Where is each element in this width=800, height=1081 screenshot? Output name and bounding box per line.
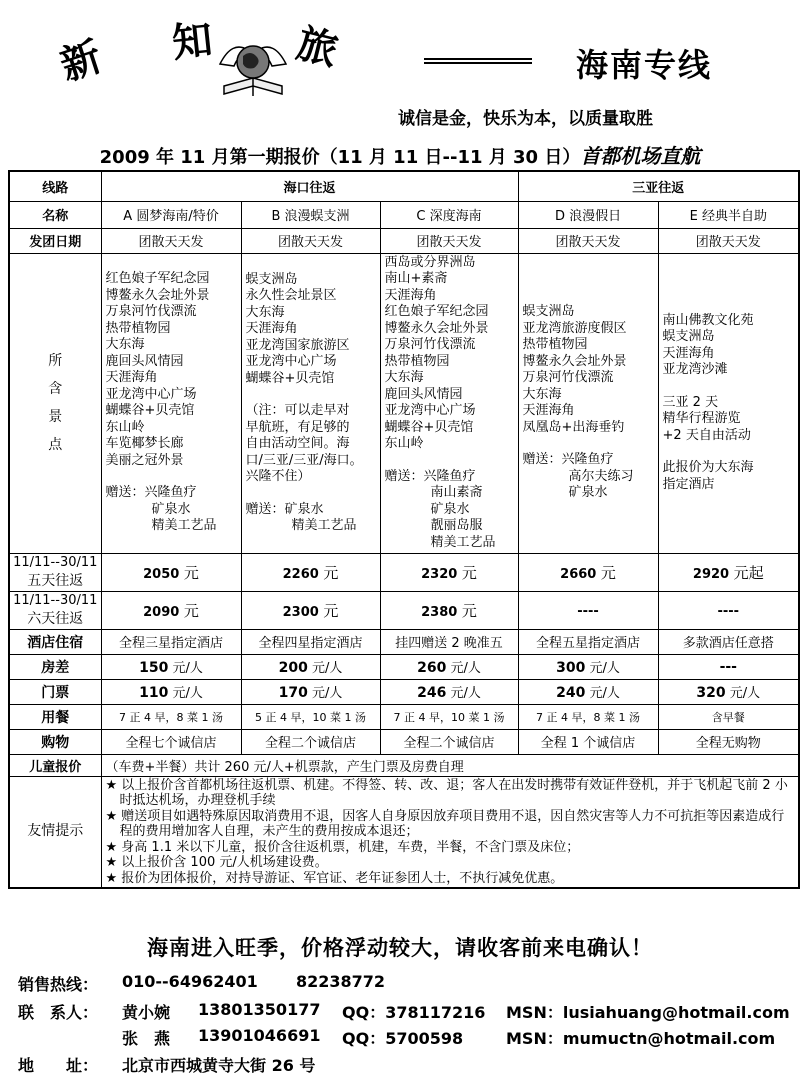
list-line: +2 天自由活动 (662, 427, 751, 443)
list-line: 南山佛教文化苑 (662, 312, 754, 328)
sights-list-d (518, 253, 658, 553)
price-6day-row (9, 591, 799, 629)
hotline-label: 销售热线： (18, 975, 99, 994)
sights-list-a (101, 253, 241, 553)
price-6day: ---- (518, 591, 658, 629)
gift-line: 高尔夫练习 (568, 468, 634, 484)
contact-msn: MSN：mumuctn@hotmail.com (506, 1029, 776, 1048)
sight-list (106, 271, 237, 469)
list-line: 天涯海角 (384, 287, 437, 303)
list-line: 鹿回头风情园 (105, 353, 184, 369)
list-line: 此报价为大东海 (662, 460, 754, 476)
contact-phone: 13901046691 (198, 1026, 321, 1045)
price-6day: 2380 元 (380, 591, 518, 629)
sights-label-char: 所 (48, 353, 63, 369)
hotline-number: 010--64962401 (122, 972, 258, 991)
list-line: 美丽之冠外景 (105, 452, 184, 468)
list-line: 亚龙湾国家旅游区 (245, 337, 350, 353)
tip-item: ★ 以上报价含 100 元/人机场建设费。 (105, 855, 328, 870)
ticket-value: 170 元/人 (241, 679, 380, 704)
tip-item: ★ 报价为团体报价，对持导游证、军官证、老年证参团人士，不执行减免优惠。 (105, 870, 564, 886)
list-line: 红色娘子军纪念园 (105, 271, 210, 287)
tip-item: ★ 身高 1.1 米以下儿童，报价含往返机票，机建，车费，半餐，不含门票及床位； (105, 839, 580, 855)
contact-qq: QQ：378117216 (342, 1003, 486, 1022)
meal-value: 7 正 4 早，8 菜 1 汤 (518, 704, 658, 729)
extra-list (663, 395, 795, 445)
departure-date: 团散天天发 (658, 228, 799, 253)
ticket-value: 246 元/人 (380, 679, 518, 704)
price-5day: 2260 元 (241, 553, 380, 591)
address-value: 北京市西城黄寺大街 26 号 (122, 1056, 316, 1075)
list-line: 大东海 (105, 337, 145, 353)
meal-label: 用餐 (9, 704, 101, 729)
product-name: B 浪漫蜈支洲 (241, 201, 380, 228)
child-price-row (9, 754, 799, 776)
name-label: 名称 (9, 201, 101, 228)
list-line: 自由活动空间。海 (245, 436, 350, 451)
list-line: 红色娘子军纪念园 (384, 304, 489, 320)
price-5day: 2920 元起 (658, 553, 799, 591)
brand-char-3: 旅 (292, 19, 343, 76)
brand-logo (40, 8, 400, 108)
price-6day-label: 11/11--30/11 六天往返 (9, 591, 101, 629)
list-line: 蜈支洲岛 (245, 271, 298, 287)
price-5day: 2320 元 (380, 553, 518, 591)
gift-line: 赠送：矿泉水 (245, 501, 324, 517)
note-list (246, 403, 376, 486)
tips-label: 友情提示 (9, 776, 101, 888)
ticket-value: 110 元/人 (101, 679, 241, 704)
sights-label-char: 含 (48, 381, 63, 397)
list-line: 车览椰梦长廊 (105, 436, 184, 452)
list-line: 口/三亚/三亚/海口。 (245, 452, 363, 468)
list-line: 亚龙湾沙滩 (662, 362, 728, 378)
list-line: 蝴蝶谷+贝壳馆 (105, 403, 195, 419)
date-row (9, 228, 799, 253)
hotel-value: 挂四赠送 2 晚准五 (380, 629, 518, 654)
list-line: 亚龙湾中心广场 (245, 354, 337, 369)
departure-date: 团散天天发 (518, 228, 658, 253)
note-list (663, 460, 795, 493)
list-line: 天涯海角 (522, 403, 575, 419)
hotel-value: 全程四星指定酒店 (241, 629, 380, 654)
hotline-number-2: 82238772 (296, 972, 386, 991)
tips-row (9, 776, 799, 888)
slogan: 诚信是金，快乐为本，以质量取胜 (398, 109, 653, 129)
list-line: 南山+素斋 (384, 271, 448, 287)
shopping-label: 购物 (9, 729, 101, 754)
gift-line: 精美工艺品 (430, 534, 496, 550)
ticket-label: 门票 (9, 679, 101, 704)
list-line: 大东海 (245, 304, 285, 320)
list-line: 三亚 2 天 (662, 394, 719, 410)
brand-char-1: 新 (54, 32, 108, 90)
room-diff-value: 300 元/人 (518, 654, 658, 679)
list-line: 大东海 (384, 370, 424, 386)
price-5day: 2050 元 (101, 553, 241, 591)
list-line: 热带植物园 (522, 337, 588, 353)
list-line: 万泉河竹伐漂流 (522, 370, 614, 386)
list-line: 蝴蝶谷+贝壳馆 (384, 419, 474, 435)
list-line: 博鳌永久会址外景 (105, 287, 210, 303)
meal-row (9, 704, 799, 729)
hotel-value: 全程三星指定酒店 (101, 629, 241, 654)
tip-item: ★ 以上报价含首都机场往返机票、机建。不得签、转、改、退；客人在出发时携带有效证件登机，并于飞机起飞前 2 小时抵达机场，办理登机手续 (105, 777, 788, 808)
name-row (9, 201, 799, 228)
header-route: 线路 (9, 171, 101, 201)
room-diff-value: 150 元/人 (101, 654, 241, 679)
header-sanya: 三亚往返 (518, 171, 799, 201)
sights-row (9, 253, 799, 553)
room-diff-value: --- (658, 654, 799, 679)
product-name: D 浪漫假日 (518, 201, 658, 228)
globe-book-icon (218, 34, 288, 100)
list-line: 亚龙湾中心广场 (384, 403, 476, 419)
room-diff-value: 200 元/人 (241, 654, 380, 679)
address-label: 地 址： (18, 1056, 99, 1075)
list-line: 精华行程游览 (662, 411, 741, 427)
list-line: 万泉河竹伐漂流 (105, 304, 197, 320)
list-line: 兴隆不住） (245, 469, 311, 484)
sight-list (663, 313, 795, 379)
departure-date: 团散天天发 (101, 228, 241, 253)
brand-char-2: 知 (169, 16, 215, 67)
list-line: 天涯海角 (662, 345, 715, 361)
sight-list (385, 255, 514, 453)
list-line: 博鳌永久会址外景 (522, 353, 627, 369)
shopping-value: 全程七个诚信店 (101, 729, 241, 754)
price-6day: ---- (658, 591, 799, 629)
price-6day: 2090 元 (101, 591, 241, 629)
shopping-value: 全程 1 个诚信店 (518, 729, 658, 754)
list-line: 亚龙湾旅游度假区 (522, 320, 627, 336)
header-haikou: 海口往返 (101, 171, 518, 201)
gift-line: 靓丽岛服 (430, 518, 483, 534)
hotel-value: 全程五星指定酒店 (518, 629, 658, 654)
sights-list-b (241, 253, 380, 553)
ticket-value: 320 元/人 (658, 679, 799, 704)
list-line: （注：可以走早对 (245, 403, 350, 418)
shopping-row (9, 729, 799, 754)
room-diff-label: 房差 (9, 654, 101, 679)
ticket-value: 240 元/人 (518, 679, 658, 704)
list-line: 鹿回头风情园 (384, 386, 463, 402)
price-5day-row (9, 553, 799, 591)
sights-label (9, 253, 101, 553)
shopping-value: 全程二个诚信店 (380, 729, 518, 754)
child-price-label: 儿童报价 (9, 754, 101, 776)
hotel-row (9, 629, 799, 654)
departure-date: 团散天天发 (380, 228, 518, 253)
meal-value: 7 正 4 早，10 菜 1 汤 (380, 704, 518, 729)
child-price-value: （车费+半餐）共计 260 元/人+机票款，产生门票及房费自理 (101, 754, 799, 776)
ticket-row (9, 679, 799, 704)
product-name: A 圆梦海南/特价 (101, 201, 241, 228)
shopping-value: 全程无购物 (658, 729, 799, 754)
hotel-label: 酒店住宿 (9, 629, 101, 654)
list-line: 早航班，有足够的 (245, 419, 350, 435)
list-line: 永久性会址景区 (245, 288, 337, 303)
meal-value: 7 正 4 早，8 菜 1 汤 (101, 704, 241, 729)
list-line: 博鳌永久会址外景 (384, 320, 489, 336)
sights-label-char: 点 (48, 437, 63, 453)
page-title: 海南专线 (576, 46, 713, 84)
list-line: 凤凰岛+出海垂钓 (522, 419, 625, 435)
list-line: 东山岭 (105, 419, 145, 435)
sights-label-char: 景 (48, 409, 63, 425)
list-line: 指定酒店 (662, 476, 715, 492)
gift-line: 赠送：兴隆鱼疗 (105, 485, 197, 501)
promo-banner: 海南进入旺季，价格浮动较大，请收客前来电确认！ (147, 936, 653, 960)
gift-line: 矿泉水 (151, 501, 191, 517)
meal-value: 5 正 4 早，10 菜 1 汤 (241, 704, 380, 729)
list-line: 大东海 (522, 386, 562, 402)
list-line: 天涯海角 (105, 370, 158, 386)
gift-line: 南山素斋 (430, 485, 483, 501)
sight-list (523, 304, 654, 436)
period-text: 2009 年 11 月第一期报价（11 月 11 日--11 月 30 日） (99, 147, 581, 168)
room-diff-row (9, 654, 799, 679)
contact-name: 张 燕 (122, 1029, 171, 1048)
date-label: 发团日期 (9, 228, 101, 253)
gift-line: 精美工艺品 (151, 518, 217, 534)
header-row (9, 171, 799, 201)
list-line: 西岛或分界洲岛 (384, 254, 476, 270)
flight-type: 首都机场直航 (580, 144, 701, 168)
sight-list (246, 272, 376, 388)
list-line: 热带植物园 (384, 353, 450, 369)
shopping-value: 全程二个诚信店 (241, 729, 380, 754)
list-line: 天涯海角 (245, 321, 298, 336)
price-5day-label: 11/11--30/11 五天往返 (9, 553, 101, 591)
gift-line: 矿泉水 (568, 485, 608, 501)
price-5day: 2660 元 (518, 553, 658, 591)
contact-msn: MSN：lusiahuang@hotmail.com (506, 1003, 790, 1022)
contact-label: 联 系人： (18, 1003, 99, 1022)
list-line: 热带植物园 (105, 320, 171, 336)
gift-line: 矿泉水 (430, 501, 470, 517)
product-name: E 经典半自助 (658, 201, 799, 228)
tip-item: ★ 赠送项目如遇特殊原因取消费用不退，因客人自身原因放弃项目费用不退，因自然灾害等人力不可抗拒等因素造成行程的费用增加客人自理，未产生的费用按成本退还； (105, 808, 785, 839)
period-heading (0, 140, 800, 169)
list-line: 万泉河竹伐漂流 (384, 337, 476, 353)
list-line: 蜈支洲岛 (662, 329, 715, 345)
sights-list-c (380, 253, 518, 553)
list-line: 东山岭 (384, 436, 424, 452)
contact-phone: 13801350177 (198, 1000, 321, 1019)
title-dash (424, 58, 532, 64)
gift-line: 精美工艺品 (291, 518, 357, 533)
hotel-value: 多款酒店任意搭 (658, 629, 799, 654)
gift-line: 赠送：兴隆鱼疗 (384, 468, 476, 484)
price-6day: 2300 元 (241, 591, 380, 629)
tips-list (101, 776, 799, 888)
gift-line: 赠送：兴隆鱼疗 (522, 452, 614, 468)
meal-value: 含早餐 (658, 704, 799, 729)
contact-qq: QQ：5700598 (342, 1029, 464, 1048)
contact-name: 黄小婉 (122, 1003, 171, 1022)
price-table (8, 170, 800, 889)
sights-list-e (658, 253, 799, 553)
room-diff-value: 260 元/人 (380, 654, 518, 679)
list-line: 蜈支洲岛 (522, 304, 575, 320)
departure-date: 团散天天发 (241, 228, 380, 253)
product-name: C 深度海南 (380, 201, 518, 228)
list-line: 蝴蝶谷+贝壳馆 (245, 370, 335, 386)
list-line: 亚龙湾中心广场 (105, 386, 197, 402)
